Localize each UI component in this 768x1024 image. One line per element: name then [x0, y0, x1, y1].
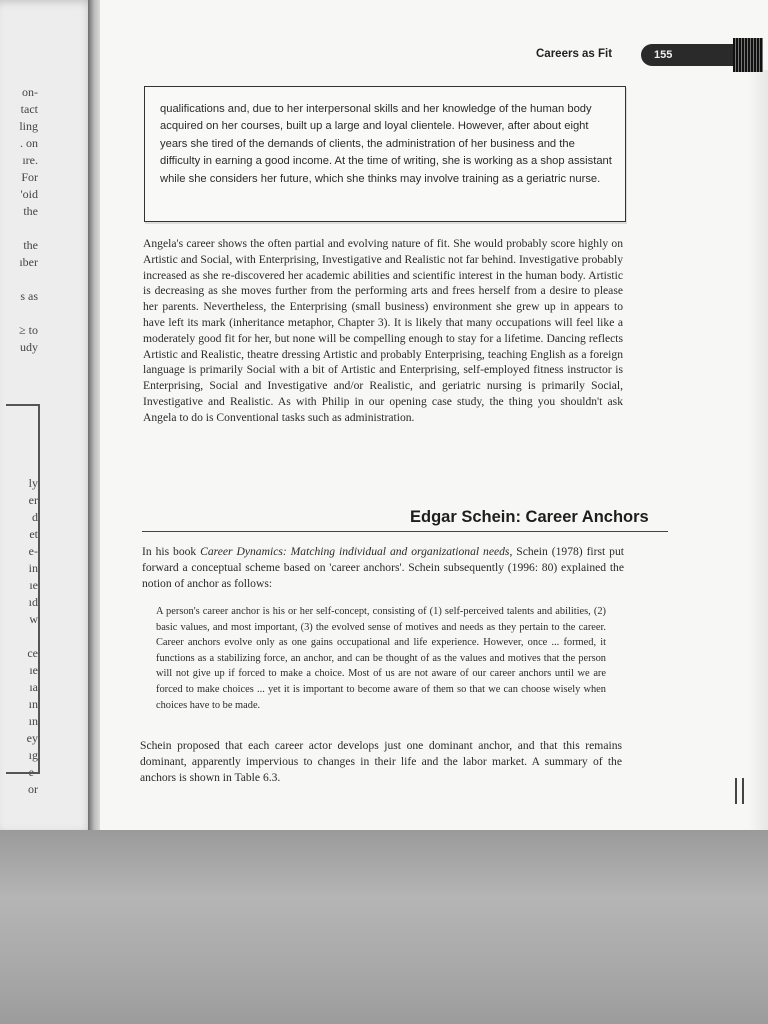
left-page-fragment: udy: [20, 340, 38, 354]
left-page-fragment: 'oid: [20, 187, 38, 201]
book-title: Career Dynamics: Matching individual and organizational needs: [200, 545, 510, 558]
left-page-fragment: [18, 356, 38, 373]
left-page-fragment: tact: [20, 102, 38, 116]
thumb-index-edge: [733, 38, 763, 72]
left-page-fragment: ın: [28, 697, 38, 711]
case-study-text: qualifications and, due to her interpersonal skills and her knowledge of the human body acquired on her courses, built up a large and loyal clientele. However, after about eight years she tired of the demands of clients, the administration of her business and the difficulty in earning a good income. At the time of writing, she is working as a shop assistant while she considers her future, which she thinks may involve training as a geriatric nurse.: [160, 103, 612, 185]
left-page-fragment: the: [23, 204, 38, 218]
running-header-title: Careers as Fit: [536, 48, 613, 60]
left-page-fragment: . on: [20, 136, 38, 150]
margin-bar: [742, 778, 744, 804]
left-page-fragment: ≥ to: [19, 323, 38, 337]
left-page: [0, 0, 96, 835]
left-page-bracket: [6, 404, 40, 774]
intro-text-start: In his book: [142, 545, 201, 558]
intro-text-end: , Schein (1978) first put forward a conceptual scheme based on 'career anchors'. Schein subsequently (1996: 80) explained the notion of anchor as follows:: [142, 545, 624, 590]
left-page-fragment: [18, 271, 38, 288]
left-page-fragment: e-: [28, 765, 38, 779]
case-study-box: [144, 86, 626, 222]
page-edge: [748, 70, 768, 835]
left-page-fragment: ıa: [29, 680, 38, 694]
left-page-fragment: ıe: [29, 663, 38, 677]
left-page-fragment: w: [29, 612, 38, 626]
section-heading: Edgar Schein: Career Anchors: [410, 508, 649, 526]
schein-quote: A person's career anchor is his or her self-concept, consisting of (1) self-perceived talents and abilities, (2) basic values, and most important, (3) the evolved sense of motives and needs as they pertain to the career. Career anchors evolve only as one gains occupational and life experience. However, once ... formed, it functions as a stabilizing force, an anchor, and can be thought of as the values and motives that the person will not give up if forced to make a choice. Most of us are not aware of our career anchors until we are forced to make choices ... yet it is important to become aware of them so that we can choose wisely when choices have to be made.: [156, 606, 606, 711]
left-page-fragment: the: [23, 238, 38, 252]
margin-marks: [733, 778, 747, 804]
left-page-fragment: ıd: [28, 595, 38, 609]
left-page-fragment: [18, 220, 38, 237]
paragraph-schein-intro: [142, 544, 624, 591]
left-page-fragment: [18, 373, 38, 390]
scanner-background: [0, 830, 768, 1024]
left-page-fragment: er: [28, 493, 38, 507]
left-page-fragment: s as: [20, 289, 38, 303]
left-page-fragment: in: [28, 561, 38, 575]
left-page-fragment: or: [28, 782, 38, 796]
left-page-fragment: e-: [28, 544, 38, 558]
left-page-fragment: on-: [22, 85, 38, 99]
paragraph-dominant-anchor: Schein proposed that each career actor develops just one dominant anchor, and that this remains dominant, apparently impervious to changes in their life and the labor market. A summary of the anchors is shown in Table 6.3.: [140, 739, 622, 784]
page-number: 155: [654, 49, 673, 61]
left-page-fragment: For: [21, 170, 38, 184]
left-page-fragment: ın: [28, 714, 38, 728]
left-page-fragment: et: [29, 527, 38, 541]
left-page-fragment: [18, 305, 38, 322]
left-page-fragment: ıre.: [22, 153, 38, 167]
margin-bar: [735, 778, 737, 804]
left-page-fragment: d: [32, 510, 38, 524]
paragraph-angela-career: Angela's career shows the often partial and evolving nature of fit. She would probably score highly on Artistic and Social, with Enterprising, Investigative and Realistic not far behind. Investigative probably increased as she re-discovered her academic abilities and scientific interest in the human body. Artistic is decreasing as she moves further from the performing arts and frees herself from a desire to please her parents. Nevertheless, the Enterprising (small business) environment she grew up in appears to have left its mark (inheritance metaphor, Chapter 3). It is likely that many occupations will feel like a moderately good fit for her, but none will be compelling enough to stay for a lifetime. Dancing reflects Artistic and Realistic, theatre dressing Artistic and probably Enterprising, teaching English as a foreign language is primarily Social with a bit of Artistic and Enterprising, self-employed fitness instructor is Enterprising, Social and Investigative and/or Realistic, and geriatric nursing is primarily Social, Investigative and Realistic. As with Philip in our opening case study, the thing you shouldn't ask Angela to do is Conventional tasks such as administration.: [143, 237, 623, 424]
left-page-fragment: ce: [27, 646, 38, 660]
left-page-fragment: ıg: [28, 748, 38, 762]
left-page-fragment: ıber: [19, 255, 38, 269]
left-page-fragment: ey: [26, 731, 38, 745]
left-page-fragment: ıe: [29, 578, 38, 592]
left-page-fragment: ly: [28, 476, 38, 490]
section-rule: [142, 531, 668, 532]
left-page-fragment: ling: [19, 119, 38, 133]
